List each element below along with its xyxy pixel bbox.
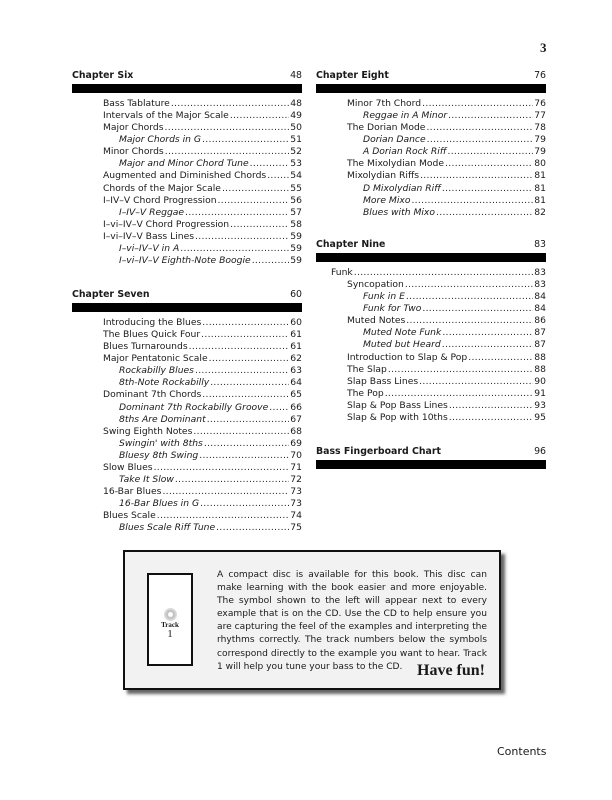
toc-entry	[316, 207, 546, 219]
toc-entry-title: Major Pentatonic Scale	[103, 353, 208, 365]
dot-leader	[354, 267, 534, 279]
dot-leader	[419, 376, 533, 388]
toc-entry-title: 8ths Are Dominant	[119, 413, 206, 425]
toc-entry-page: 81	[534, 194, 546, 206]
toc-entry-page: 79	[534, 134, 546, 146]
bass-fingerboard-chart	[316, 446, 546, 474]
have-fun-text: Have fun!	[417, 662, 485, 679]
toc-entry	[72, 365, 302, 377]
dot-leader	[193, 426, 289, 438]
toc-entry-title: Mixolydian Riffs	[347, 170, 420, 182]
toc-entry-page: 50	[290, 122, 302, 134]
toc-entry	[316, 303, 546, 315]
toc-entry-title: Dorian Dance	[363, 134, 426, 146]
toc-entry-page: 65	[290, 389, 302, 401]
toc-entry	[316, 376, 546, 388]
toc-entry-page: 61	[290, 341, 302, 353]
toc-entry-page: 79	[534, 146, 546, 158]
dot-leader	[195, 365, 289, 377]
chapter-seven	[72, 289, 302, 534]
toc-entry	[72, 243, 302, 255]
dot-leader	[388, 364, 533, 376]
toc-entry-page: 72	[290, 474, 302, 486]
toc-entry-page: 78	[534, 122, 546, 134]
toc-entry-page: 88	[534, 351, 546, 363]
toc-entry	[72, 341, 302, 353]
toc-entry-title: I–IV–V Chord Progression	[103, 194, 217, 206]
chapter-title: Chapter Seven	[72, 289, 150, 300]
dot-leader	[154, 462, 290, 474]
toc-entry-title: Swingin' with 8ths	[119, 437, 203, 449]
toc-entry-page: 88	[534, 363, 546, 375]
toc-entry-title: Major and Minor Chord Tune	[119, 158, 249, 170]
toc-entry-page: 64	[290, 377, 302, 389]
toc-entry-page: 76	[534, 98, 546, 109]
toc-entry	[316, 195, 546, 207]
chapter-eight	[316, 70, 546, 219]
dot-leader	[216, 522, 289, 534]
dot-leader	[436, 207, 533, 219]
toc-entry	[72, 329, 302, 341]
dot-leader	[204, 438, 289, 450]
toc-entry-title: Muted Note Funk	[363, 327, 442, 339]
toc-entry-page: 87	[534, 327, 546, 339]
toc-entry-page: 83	[534, 279, 546, 291]
toc-entry-title: Swing Eighth Notes	[103, 425, 193, 437]
track-number: 1	[167, 628, 173, 640]
toc-entry-title: Introduction to Slap & Pop	[347, 351, 468, 363]
footer-section-title: Contents	[497, 745, 547, 758]
toc-entry-page: 87	[534, 339, 546, 351]
chapter-heading	[316, 239, 546, 251]
dot-leader	[442, 183, 533, 195]
toc-entry-title: 8th-Note Rockabilly	[119, 377, 210, 389]
toc-entry-title: Minor 7th Chord	[347, 98, 422, 109]
toc-entry-page: 95	[534, 411, 546, 423]
toc-entry-title: I–vi–IV–V in A	[119, 242, 180, 254]
toc-entry	[316, 315, 546, 327]
toc-entry-page: 84	[534, 303, 546, 315]
chapter-page: 48	[290, 70, 302, 81]
dot-leader	[165, 146, 290, 158]
toc-entry-page: 71	[290, 461, 302, 473]
toc-entry	[72, 110, 302, 122]
toc-entry-page: 73	[290, 486, 302, 498]
cd-track-symbol	[147, 573, 193, 666]
chapter-six	[72, 70, 302, 267]
toc-entry	[316, 110, 546, 122]
toc-entry	[316, 98, 546, 110]
toc-entry-title: Slow Blues	[103, 461, 153, 473]
dot-leader	[202, 134, 289, 146]
toc-entry	[72, 195, 302, 207]
dot-leader	[385, 388, 534, 400]
dot-leader	[195, 231, 289, 243]
toc-entry	[72, 377, 302, 389]
toc-entry	[72, 317, 302, 329]
toc-entry	[72, 219, 302, 231]
toc-entry	[72, 158, 302, 170]
toc-entry-page: 74	[290, 510, 302, 522]
toc-entry	[72, 353, 302, 365]
toc-entry	[72, 146, 302, 158]
toc-entry-title: I–IV–V Reggae	[119, 206, 185, 218]
toc-entry-page: 55	[290, 182, 302, 194]
chapter-title: Chapter Nine	[316, 239, 386, 250]
toc-entry-page: 58	[290, 218, 302, 230]
toc-entry-title: The Mixolydian Mode	[347, 158, 445, 170]
chapter-page: 96	[534, 446, 546, 457]
toc-entry	[316, 146, 546, 158]
toc-entry	[316, 267, 546, 279]
dot-leader	[448, 110, 533, 122]
toc-entry-page: 62	[290, 353, 302, 365]
toc-entry-title: Slap Bass Lines	[347, 375, 419, 387]
chapter-heading	[316, 70, 546, 82]
toc-entry-page: 77	[534, 110, 546, 122]
toc-entry-page: 68	[290, 425, 302, 437]
chapter-title: Bass Fingerboard Chart	[316, 446, 441, 457]
toc-entry-title: Chords of the Major Scale	[103, 182, 221, 194]
toc-entry	[72, 450, 302, 462]
toc-entry-title: Muted Notes	[347, 315, 406, 327]
toc-entry	[72, 389, 302, 401]
toc-entry-page: 49	[290, 110, 302, 122]
toc-entry	[72, 255, 302, 267]
toc-entry	[72, 510, 302, 522]
dot-leader	[405, 279, 533, 291]
chapter-nine	[316, 239, 546, 424]
dot-leader	[202, 317, 289, 329]
dot-leader	[445, 158, 533, 170]
toc-entry-page: 70	[290, 449, 302, 461]
dot-leader	[222, 183, 289, 195]
toc-entry	[72, 474, 302, 486]
toc-entry-title: Dominant 7th Rockabilly Groove	[119, 401, 269, 413]
toc-entry	[316, 291, 546, 303]
toc-entry-page: 48	[290, 98, 302, 109]
toc-entry	[316, 134, 546, 146]
dot-leader	[185, 207, 289, 219]
dot-leader	[267, 170, 289, 182]
dot-leader	[442, 327, 533, 339]
toc-entry	[72, 498, 302, 510]
dot-leader	[230, 219, 289, 231]
chapter-heading	[316, 446, 546, 458]
dot-leader	[406, 315, 533, 327]
toc-entry-page: 59	[290, 230, 302, 242]
dot-leader	[422, 98, 533, 110]
dot-leader	[189, 341, 290, 353]
dot-leader	[165, 122, 290, 134]
toc-entry-page: 61	[290, 329, 302, 341]
toc-entry	[72, 183, 302, 195]
page-number: 3	[540, 40, 547, 55]
dot-leader	[252, 255, 290, 267]
toc-entry-title: Bluesy 8th Swing	[119, 449, 199, 461]
toc-entry-title: I–vi–IV–V Chord Progression	[103, 218, 230, 230]
toc-entry	[316, 279, 546, 291]
dot-leader	[406, 291, 533, 303]
dot-leader	[209, 353, 290, 365]
dot-leader	[201, 329, 289, 341]
dot-leader	[218, 195, 290, 207]
chapter-divider-bar	[72, 303, 302, 312]
toc-entry-title: 16-Bar Blues	[103, 486, 162, 498]
dot-leader	[449, 400, 533, 412]
toc-entry-title: Minor Chords	[103, 146, 164, 158]
chapter-divider-bar	[316, 253, 546, 262]
chapter-divider-bar	[316, 460, 546, 469]
dot-leader	[449, 412, 534, 424]
dot-leader	[447, 146, 533, 158]
toc-entry-page: 75	[290, 522, 302, 534]
toc-entry-page: 54	[290, 170, 302, 182]
dot-leader	[210, 377, 289, 389]
toc-entry	[72, 522, 302, 534]
toc-entry-title: Rockabilly Blues	[119, 365, 194, 377]
toc-entry	[72, 426, 302, 438]
toc-entry-page: 90	[534, 375, 546, 387]
toc-entry-page: 81	[534, 182, 546, 194]
toc-entry-title: The Slap	[347, 363, 387, 375]
toc-entry-page: 82	[534, 206, 546, 218]
toc-entry-title: 16-Bar Blues in G	[119, 498, 200, 510]
toc-entry	[72, 170, 302, 182]
track-label: Track	[161, 621, 179, 629]
toc-entry-title: Reggae in A Minor	[363, 110, 448, 122]
dot-leader	[202, 389, 289, 401]
dot-leader	[411, 195, 533, 207]
toc-entry-page: 59	[290, 255, 302, 267]
toc-entry-page: 57	[290, 206, 302, 218]
toc-entry	[316, 412, 546, 424]
toc-entry-title: Funk	[331, 267, 353, 278]
toc-entry-title: I–vi–IV–V Bass Lines	[103, 230, 195, 242]
toc-entry-page: 86	[534, 315, 546, 327]
toc-entry	[316, 339, 546, 351]
dot-leader	[269, 402, 289, 414]
toc-entry	[316, 388, 546, 400]
toc-entry-title: Blues Turnarounds	[103, 341, 188, 353]
toc-entry-title: Muted but Heard	[363, 339, 441, 351]
toc-entry-page: 59	[290, 242, 302, 254]
dot-leader	[199, 450, 289, 462]
toc-entry-title: Funk for Two	[363, 303, 422, 315]
dot-leader	[200, 498, 289, 510]
toc-entry	[316, 400, 546, 412]
toc-entry	[72, 486, 302, 498]
toc-entry	[316, 352, 546, 364]
cd-description: A compact disc is available for this book. This disc can make learning with the book easier and more enjoyable. The symbol shown to the left will appear next to every example that is on the CD. Use the CD to help ensure you are capturing the feel of the examples and interpreting the rhythms correctly. The track numbers below the symbols correspond directly to the example you want to hear. Track 1 will help you tune your bass to the CD.	[217, 570, 487, 672]
chapter-divider-bar	[316, 84, 546, 93]
dot-leader	[250, 158, 290, 170]
toc-entry-title: D Mixolydian Riff	[363, 182, 441, 194]
toc-entry-title: Augmented and Diminished Chords	[103, 170, 267, 182]
toc-entry-page: 63	[290, 365, 302, 377]
chapter-page: 83	[534, 239, 546, 250]
toc-entry	[316, 183, 546, 195]
toc-entry	[72, 134, 302, 146]
toc-entry-title: A Dorian Rock Riff	[363, 146, 447, 158]
toc-entry-page: 66	[290, 401, 302, 413]
toc-entry-title: I–vi–IV–V Eighth-Note Boogie	[119, 255, 251, 267]
chapter-page: 60	[290, 289, 302, 300]
chapter-page: 76	[534, 70, 546, 81]
dot-leader	[230, 110, 289, 122]
toc-entry-title: Introducing the Blues	[103, 317, 202, 328]
chapter-heading	[72, 70, 302, 82]
toc-entry-title: Take It Slow	[119, 474, 174, 486]
dot-leader	[180, 243, 289, 255]
dot-leader	[422, 303, 533, 315]
cd-disc-icon	[164, 608, 177, 621]
toc-entry-title: Slap & Pop with 10ths	[347, 411, 448, 423]
toc-entry	[316, 364, 546, 376]
dot-leader	[420, 170, 533, 182]
toc-entry-page: 73	[290, 498, 302, 510]
toc-entry	[72, 402, 302, 414]
toc-entry	[72, 98, 302, 110]
toc-entry-title: The Dorian Mode	[347, 122, 426, 134]
dot-leader	[171, 98, 289, 110]
toc-entry	[316, 170, 546, 182]
toc-entry-page: 67	[290, 413, 302, 425]
toc-entry-title: Dominant 7th Chords	[103, 389, 202, 401]
chapter-title: Chapter Eight	[316, 70, 389, 81]
toc-entry	[72, 122, 302, 134]
toc-entry-page: 84	[534, 291, 546, 303]
toc-entry-title: The Blues Quick Four	[103, 329, 201, 341]
toc-entry-page: 56	[290, 194, 302, 206]
toc-entry	[316, 122, 546, 134]
toc-entry-title: Blues Scale Riff Tune	[119, 522, 216, 534]
toc-entry-page: 60	[290, 317, 302, 328]
dot-leader	[157, 510, 290, 522]
dot-leader	[427, 134, 534, 146]
toc-entry-title: Syncopation	[347, 279, 404, 291]
toc-entry-page: 93	[534, 399, 546, 411]
dot-leader	[175, 474, 289, 486]
toc-entry-title: Funk in E	[363, 291, 405, 303]
toc-entry	[72, 414, 302, 426]
chapter-divider-bar	[72, 84, 302, 93]
dot-leader	[468, 352, 533, 364]
toc-entry	[72, 462, 302, 474]
toc-entry-title: Major Chords in G	[119, 134, 202, 146]
dot-leader	[207, 414, 290, 426]
toc-entry	[316, 158, 546, 170]
toc-entry	[72, 231, 302, 243]
chapter-title: Chapter Six	[72, 70, 134, 81]
toc-entry-page: 52	[290, 146, 302, 158]
toc-entry	[72, 438, 302, 450]
toc-entry-page: 69	[290, 437, 302, 449]
toc-entry-page: 81	[534, 170, 546, 182]
dot-leader	[426, 122, 533, 134]
toc-entry-title: Intervals of the Major Scale	[103, 110, 229, 122]
toc-entry-title: Bass Tablature	[103, 98, 170, 109]
toc-entry-title: The Pop	[347, 387, 384, 399]
toc-entry-page: 51	[290, 134, 302, 146]
dot-leader	[442, 339, 534, 351]
toc-entry-title: More Mixo	[363, 194, 411, 206]
toc-entry-title: Blues Scale	[103, 510, 156, 522]
toc-entry	[72, 207, 302, 219]
cd-info-box	[123, 550, 501, 690]
toc-entry-page: 91	[534, 387, 546, 399]
toc-entry-page: 83	[534, 267, 546, 278]
toc-entry-title: Blues with Mixo	[363, 206, 435, 218]
toc-entry-title: Major Chords	[103, 122, 164, 134]
toc-entry-page: 53	[290, 158, 302, 170]
chapter-heading	[72, 289, 302, 301]
toc-entry	[316, 327, 546, 339]
toc-entry-page: 80	[534, 158, 546, 170]
toc-entry-title: Slap & Pop Bass Lines	[347, 399, 448, 411]
dot-leader	[162, 486, 289, 498]
